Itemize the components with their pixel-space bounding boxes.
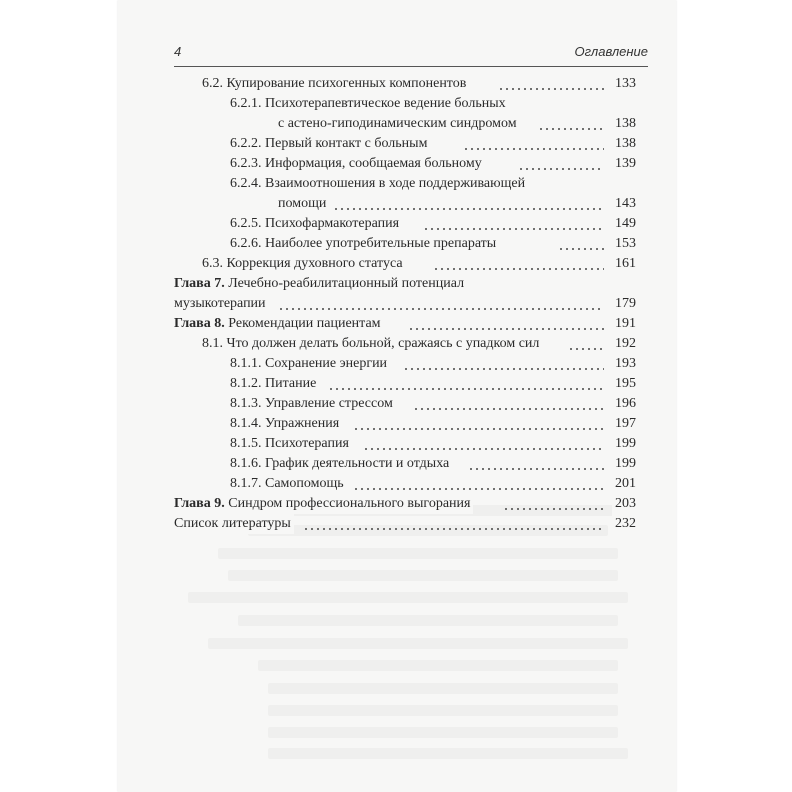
toc-entry xyxy=(118,234,676,254)
toc-label: 6.3. Коррекция духовного статуса xyxy=(202,254,406,274)
leader-dots xyxy=(328,388,604,390)
toc-page: 153 xyxy=(612,234,636,254)
chapter-number: Глава 8. xyxy=(174,316,225,331)
toc-label xyxy=(174,314,384,334)
toc-label: 6.2.6. Наиболее употребительные препараты xyxy=(230,234,499,254)
chapter-number: Глава 9. xyxy=(174,496,225,511)
toc-page: 199 xyxy=(612,434,636,454)
toc-entry xyxy=(118,254,676,274)
toc-page: 201 xyxy=(612,474,636,494)
leader-dots xyxy=(333,208,604,210)
toc-page: 191 xyxy=(612,314,636,334)
book-page xyxy=(118,0,676,792)
toc-label: 8.1.2. Питание xyxy=(230,374,319,394)
toc-entry xyxy=(118,474,676,494)
running-header xyxy=(174,44,648,64)
toc-page: 193 xyxy=(612,354,636,374)
toc-page: 149 xyxy=(612,214,636,234)
toc-entry xyxy=(118,114,676,134)
leader-dots xyxy=(538,128,604,130)
leader-dots xyxy=(278,308,604,310)
toc-label: 8.1.3. Управление стрессом xyxy=(230,394,396,414)
leader-dots xyxy=(413,408,604,410)
toc-label xyxy=(174,274,467,294)
toc-entry-chapter xyxy=(118,314,676,334)
toc-entry-chapter xyxy=(118,274,676,294)
toc-entry xyxy=(118,154,676,174)
toc-entry xyxy=(118,354,676,374)
leader-dots xyxy=(363,448,604,450)
leader-dots xyxy=(498,88,604,90)
toc-label: музыкотерапии xyxy=(174,294,269,314)
leader-dots xyxy=(468,468,604,470)
toc-page: 139 xyxy=(612,154,636,174)
chapter-title: Лечебно-реабилитационный потенциал xyxy=(224,276,465,291)
toc-entry xyxy=(118,454,676,474)
toc-label: 6.2. Купирование психогенных компонентов xyxy=(202,74,469,94)
toc-entry xyxy=(118,434,676,454)
toc-entry xyxy=(118,194,676,214)
section-title: Оглавление xyxy=(574,44,648,59)
toc-page: 195 xyxy=(612,374,636,394)
toc-label: 8.1.7. Самопомощь xyxy=(230,474,347,494)
toc-entry xyxy=(118,214,676,234)
toc-page: 199 xyxy=(612,454,636,474)
leader-dots xyxy=(463,148,604,150)
toc-label: 8.1.5. Психотерапия xyxy=(230,434,352,454)
toc-page: 196 xyxy=(612,394,636,414)
toc-label xyxy=(174,494,473,514)
leader-dots xyxy=(353,488,604,490)
toc-page: 133 xyxy=(612,74,636,94)
leader-dots xyxy=(423,228,604,230)
leader-dots xyxy=(518,168,604,170)
toc-entry xyxy=(118,394,676,414)
toc-label: 6.2.3. Информация, сообщаемая больному xyxy=(230,154,485,174)
toc-entry xyxy=(118,94,676,114)
toc-label: 6.2.2. Первый контакт с больным xyxy=(230,134,430,154)
toc-label: 6.2.5. Психофармакотерапия xyxy=(230,214,402,234)
toc-label: 8.1.6. График деятельности и отдыха xyxy=(230,454,452,474)
toc-label: 8.1.4. Упражнения xyxy=(230,414,342,434)
toc-page: 197 xyxy=(612,414,636,434)
toc-label: Список литературы xyxy=(174,514,294,534)
leader-dots xyxy=(433,268,604,270)
toc-label: 8.1.1. Сохранение энергии xyxy=(230,354,390,374)
leader-dots xyxy=(408,328,604,330)
toc-entry xyxy=(118,414,676,434)
chapter-number: Глава 7. xyxy=(174,276,225,291)
toc-label: 6.2.1. Психотерапевтическое ведение больных xyxy=(230,94,509,114)
toc-page: 179 xyxy=(612,294,636,314)
leader-dots xyxy=(403,368,604,370)
toc-entry xyxy=(118,374,676,394)
toc-entry xyxy=(118,334,676,354)
toc-page: 161 xyxy=(612,254,636,274)
chapter-title: Рекомендации пациентам xyxy=(224,316,381,331)
leader-dots xyxy=(568,348,604,350)
toc-page: 232 xyxy=(612,514,636,534)
toc-entry-chapter xyxy=(118,494,676,514)
toc-label: 8.1. Что должен делать больной, сражаясь с упадком сил xyxy=(202,334,542,354)
page-number: 4 xyxy=(174,44,182,59)
toc-page: 138 xyxy=(612,134,636,154)
leader-dots xyxy=(303,528,604,530)
toc-label: с астено-гиподинамическим синдромом xyxy=(278,114,520,134)
toc-entry xyxy=(118,134,676,154)
leader-dots xyxy=(558,248,604,250)
header-rule xyxy=(174,66,648,67)
toc-entry xyxy=(118,174,676,194)
toc-entry xyxy=(118,74,676,94)
toc-page: 192 xyxy=(612,334,636,354)
toc-label: помощи xyxy=(278,194,329,214)
leader-dots xyxy=(503,508,604,510)
toc-page: 203 xyxy=(612,494,636,514)
toc-label: 6.2.4. Взаимоотношения в ходе поддерживающей xyxy=(230,174,528,194)
toc-entry xyxy=(118,294,676,314)
toc-page: 143 xyxy=(612,194,636,214)
chapter-title: Синдром профессионального выгорания xyxy=(224,496,471,511)
toc-entry xyxy=(118,514,676,534)
toc-page: 138 xyxy=(612,114,636,134)
leader-dots xyxy=(353,428,604,430)
